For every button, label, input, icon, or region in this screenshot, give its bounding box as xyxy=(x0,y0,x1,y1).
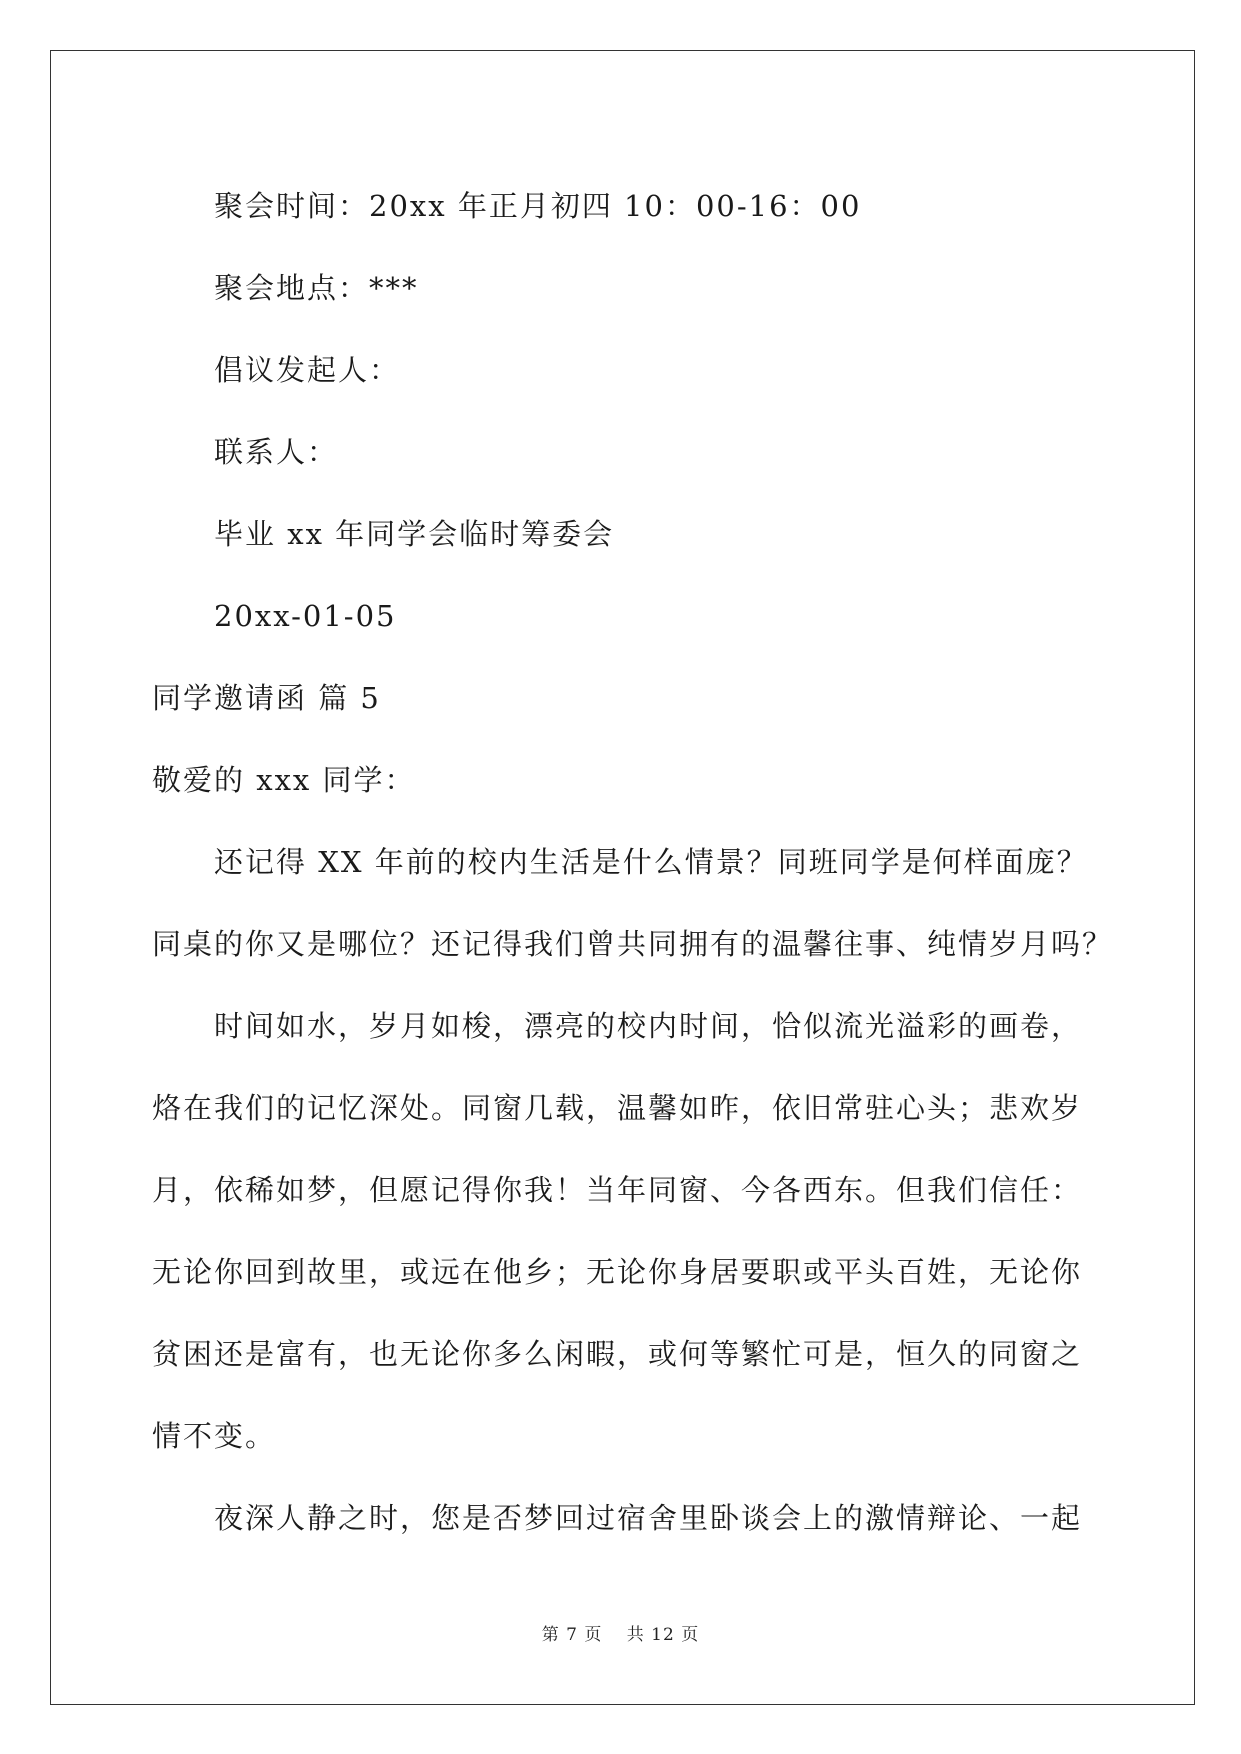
text-line: 贫困还是富有，也无论你多么闲暇，或何等繁忙可是，恒久的同窗之 xyxy=(152,1337,1083,1371)
text-line: 聚会地点：*** xyxy=(214,271,419,305)
text-line: 聚会时间：20xx 年正月初四 10：00-16：00 xyxy=(214,189,862,223)
page-footer xyxy=(0,1620,1241,1645)
text-line: 情不变。 xyxy=(152,1419,277,1453)
document-body xyxy=(152,165,1114,1559)
text-line: 时间如水，岁月如梭，漂亮的校内时间，恰似流光溢彩的画卷， xyxy=(214,1009,1083,1043)
section-heading: 同学邀请函 篇 5 xyxy=(152,681,381,715)
text-line: 毕业 xx 年同学会临时筹委会 xyxy=(214,517,615,551)
salutation: 敬爱的 xxx 同学： xyxy=(152,763,416,797)
text-line: 同桌的你又是哪位？还记得我们曾共同拥有的温馨往事、纯情岁月吗？ xyxy=(152,927,1114,961)
text-line: 夜深人静之时，您是否梦回过宿舍里卧谈会上的激情辩论、一起 xyxy=(214,1501,1083,1535)
text-line: 联系人： xyxy=(214,435,339,469)
text-line: 倡议发起人： xyxy=(214,353,401,387)
text-line: 月，依稀如梦，但愿记得你我！当年同窗、今各西东。但我们信任： xyxy=(152,1173,1083,1207)
text-line: 20xx-01-05 xyxy=(214,599,397,633)
text-line: 无论你回到故里，或远在他乡；无论你身居要职或平头百姓，无论你 xyxy=(152,1255,1083,1289)
page-total: 共 12 页 xyxy=(626,1625,700,1645)
page-number: 第 7 页 xyxy=(541,1625,603,1645)
text-line: 烙在我们的记忆深处。同窗几载，温馨如昨，依旧常驻心头；悲欢岁 xyxy=(152,1091,1083,1125)
text-line: 还记得 XX 年前的校内生活是什么情景？同班同学是何样面庞？ xyxy=(214,845,1088,879)
